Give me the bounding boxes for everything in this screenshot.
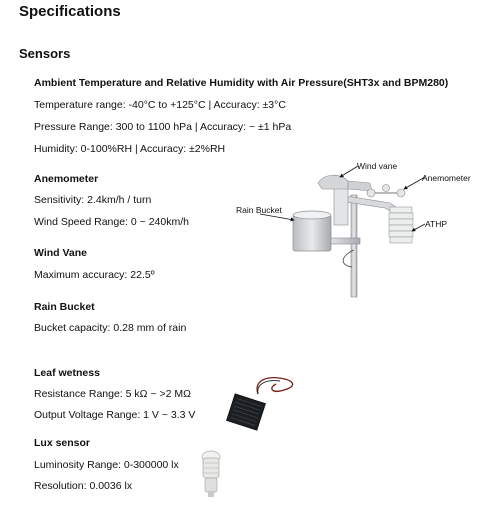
rain-bucket-label: Rain Bucket bbox=[236, 205, 282, 215]
lux-sensor-title: Lux sensor bbox=[34, 437, 91, 449]
leaf-wetness-title: Leaf wetness bbox=[34, 367, 100, 379]
resistance-range-text: Resistance Range: 5 kΩ ~ >2 MΩ bbox=[34, 388, 191, 400]
section-title-sensors: Sensors bbox=[19, 46, 71, 61]
luminosity-range-text: Luminosity Range: 0-300000 lx bbox=[34, 459, 179, 471]
humidity-range-text: Humidity: 0-100%RH | Accuracy: ±2%RH bbox=[34, 143, 226, 155]
leaf-wetness-sensor-image bbox=[224, 372, 304, 434]
anemometer-title: Anemometer bbox=[34, 173, 99, 185]
page-title: Specifications bbox=[19, 3, 121, 20]
athp-label: ATHP bbox=[425, 219, 448, 229]
ambient-sensor-title: Ambient Temperature and Relative Humidity with Air Pressure(SHT3x and BPM280) bbox=[34, 77, 449, 89]
temperature-range-text: Temperature range: -40°C to +125°C | Accuracy: ±3°C bbox=[34, 99, 286, 111]
wind-vane-label: Wind vane bbox=[357, 161, 398, 171]
bucket-capacity-text: Bucket capacity: 0.28 mm of rain bbox=[34, 322, 187, 334]
output-voltage-range-text: Output Voltage Range: 1 V ~ 3.3 V bbox=[34, 409, 196, 421]
pressure-range-text: Pressure Range: 300 to 1100 hPa | Accuracy: ~ ±1 hPa bbox=[34, 121, 292, 133]
anemometer-sensitivity-text: Sensitivity: 2.4km/h / turn bbox=[34, 194, 152, 206]
wind-speed-range-text: Wind Speed Range: 0 ~ 240km/h bbox=[34, 216, 189, 228]
lux-sensor-image bbox=[196, 448, 226, 498]
wind-vane-accuracy-text: Maximum accuracy: 22.5º bbox=[34, 269, 155, 281]
rain-bucket-title: Rain Bucket bbox=[34, 301, 95, 313]
anemometer-label: Anemometer bbox=[422, 173, 471, 183]
lux-resolution-text: Resolution: 0.0036 lx bbox=[34, 480, 133, 492]
wind-vane-title: Wind Vane bbox=[34, 247, 87, 259]
